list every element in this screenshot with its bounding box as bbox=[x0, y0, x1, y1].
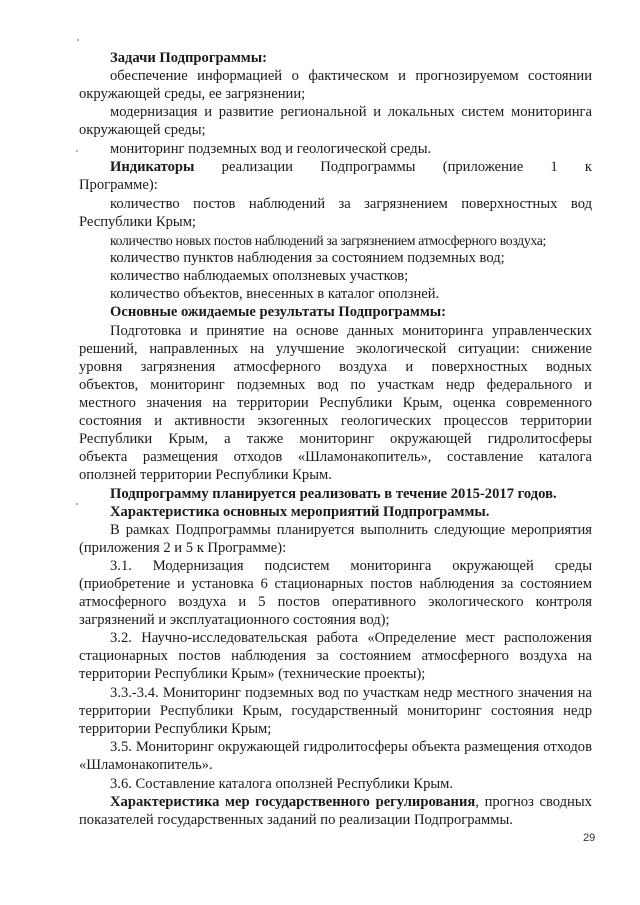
text-line: состояния и активности экзогенных геологических процессов территории bbox=[79, 413, 592, 429]
text-line: (приложения 2 и 5 к Программе): bbox=[79, 540, 287, 556]
text-line: окружающей среды; bbox=[79, 122, 206, 138]
text-line: объектов, мониторинг подземных вод по участкам недр федерального и bbox=[79, 377, 592, 393]
text-line: (приобретение и установка 6 стационарных постов наблюдения за состоянием bbox=[79, 576, 592, 592]
text-line: объекта размещения отходов «Шламонакопитель», составление каталога bbox=[79, 449, 592, 465]
text-line: уровня загрязнения атмосферного воздуха и поверхностных водных bbox=[79, 359, 592, 375]
text-line: количество объектов, внесенных в каталог оползней. bbox=[110, 286, 440, 302]
scan-speck bbox=[76, 150, 78, 152]
text-line: оползней территории Республики Крым. bbox=[79, 467, 332, 483]
section-heading-measures: Характеристика основных мероприятий Подпрограммы. bbox=[110, 504, 490, 520]
text-line: территории Республики Крым; bbox=[79, 721, 272, 737]
section-heading-tasks: Задачи Подпрограммы: bbox=[110, 50, 267, 66]
text-line: Республики Крым; bbox=[79, 214, 196, 230]
indicators-heading: Индикаторы bbox=[110, 159, 195, 175]
regulation-line bbox=[110, 794, 592, 811]
text-line: 3.1. Модернизация подсистем мониторинга окружающей среды bbox=[110, 558, 592, 574]
indicators-line bbox=[110, 159, 592, 176]
text-line: обеспечение информацией о фактическом и прогнозируемом состоянии bbox=[110, 68, 592, 84]
text-line: территории Республики Крым, государственный мониторинг состояния недр bbox=[79, 703, 592, 719]
text-line: загрязнений и эксплуатационного состояния вод); bbox=[79, 612, 390, 628]
text-line: Республики Крым, а также мониторинг окружающей гидролитосферы bbox=[79, 431, 592, 447]
text-line: 3.3.-3.4. Мониторинг подземных вод по участкам недр местного значения на bbox=[110, 685, 592, 701]
page-number: 29 bbox=[583, 832, 596, 844]
text-line: стационарных постов наблюдения за состоянием атмосферного воздуха на bbox=[79, 648, 592, 664]
period-statement: Подпрограмму планируется реализовать в течение 2015-2017 годов. bbox=[110, 486, 557, 502]
text-line: мониторинг подземных вод и геологической среды. bbox=[110, 141, 432, 157]
indicators-rest: реализации Подпрограммы (приложение 1 к bbox=[221, 159, 592, 175]
text-line: количество постов наблюдений за загрязнением поверхностных вод bbox=[110, 196, 592, 212]
text-line: 3.5. Мониторинг окружающей гидролитосферы объекта размещения отходов bbox=[110, 739, 592, 755]
text-line: количество пунктов наблюдения за состоянием подземных вод; bbox=[110, 250, 505, 266]
text-line: территории Республики Крым» (технические проекты); bbox=[79, 666, 426, 682]
text-line: В рамках Подпрограммы планируется выполнить следующие мероприятия bbox=[110, 522, 592, 538]
text-line: количество наблюдаемых оползневых участков; bbox=[110, 268, 409, 284]
section-heading-results: Основные ожидаемые результаты Подпрограммы: bbox=[110, 304, 447, 320]
scan-speck bbox=[77, 39, 79, 41]
text-line: количество новых постов наблюдений за загрязнением атмосферного воздуха; bbox=[110, 233, 547, 248]
text-line: атмосферного воздуха и 5 постов оперативного экологического контроля bbox=[79, 594, 592, 610]
text-line: 3.6. Составление каталога оползней Республики Крым. bbox=[110, 776, 454, 792]
text-line: 3.2. Научно-исследовательская работа «Определение мест расположения bbox=[110, 630, 592, 646]
regulation-heading: Характеристика мер государственного регулирования bbox=[110, 794, 476, 810]
text-line: окружающей среды, ее загрязнении; bbox=[79, 86, 306, 102]
text-line: «Шламонакопитель». bbox=[79, 757, 213, 773]
scan-speck bbox=[76, 503, 78, 505]
text-line: модернизация и развитие региональной и локальных систем мониторинга bbox=[110, 104, 592, 120]
text-line: решений, направленных на улучшение экологической ситуации: снижение bbox=[79, 341, 592, 357]
text-line: местного значения на территории Республики Крым, оценка современного bbox=[79, 395, 592, 411]
text-line: показателей государственных заданий по реализации Подпрограммы. bbox=[79, 812, 513, 828]
text-line: Подготовка и принятие на основе данных мониторинга управленческих bbox=[110, 323, 592, 339]
text-line: Программе): bbox=[79, 177, 158, 193]
regulation-rest: , прогноз сводных bbox=[475, 794, 592, 810]
